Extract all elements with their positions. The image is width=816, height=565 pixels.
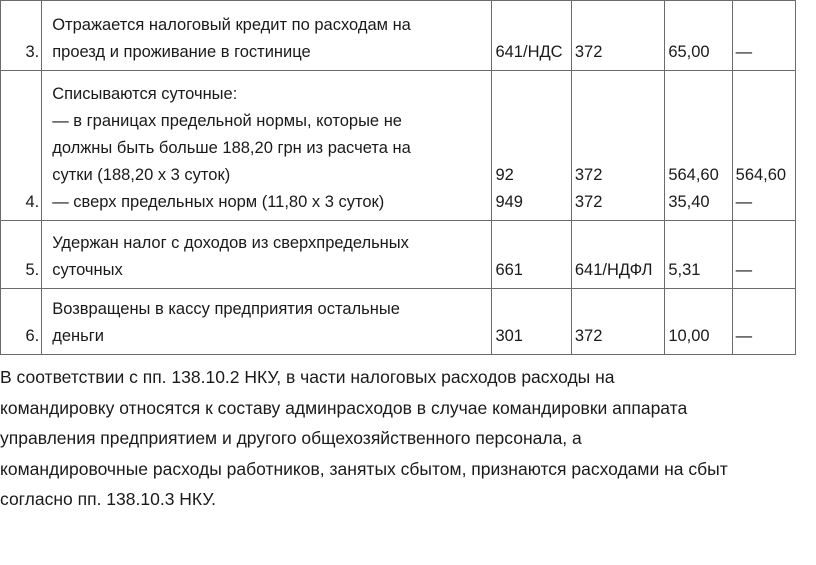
credit-account: 372 — [571, 289, 664, 355]
paragraph-line: командировку относятся к составу админрасходов в случае командировки аппарата — [0, 397, 688, 418]
amount: 564,60 35,40 — [665, 71, 732, 221]
debit-account: 661 — [492, 221, 571, 289]
row-number: 3. — [1, 1, 42, 71]
amount-tax: — — [732, 221, 795, 289]
row-number: 5. — [1, 221, 42, 289]
row-number: 6. — [1, 289, 42, 355]
table-row — [1, 71, 796, 221]
amount-tax: 564,60 — — [732, 71, 795, 221]
operation-description: Списываются суточные: — в границах предельной нормы, которые не должны быть больше 188,20 грн из расчета на сутки (188,20 х 3 суток) — сверх предельных норм (11,80 х 3 суток) — [42, 71, 492, 221]
table-row — [1, 221, 796, 289]
amount: 10,00 — [665, 289, 732, 355]
operation-description: Удержан налог с доходов из сверхпредельных суточных — [42, 221, 492, 289]
operation-description: Возвращены в кассу предприятия остальные деньги — [42, 289, 492, 355]
credit-account: 372 — [571, 1, 664, 71]
table-row — [1, 1, 796, 71]
paragraph-line: управления предприятием и другого общехозяйственного персонала, а — [0, 428, 582, 448]
paragraph-line: согласно пп. 138.10.3 НКУ. — [0, 489, 216, 509]
paragraph-line: командировочные расходы работников, занятых сбытом, признаются расходами на сбыт — [0, 458, 728, 479]
debit-account: 92 949 — [492, 71, 571, 221]
table-row — [1, 289, 796, 355]
amount-tax: — — [732, 1, 795, 71]
debit-account: 301 — [492, 289, 571, 355]
amount: 65,00 — [665, 1, 732, 71]
credit-account: 641/НДФЛ — [571, 221, 664, 289]
body-paragraph — [0, 362, 816, 515]
row-number: 4. — [1, 71, 42, 221]
operation-description: Отражается налоговый кредит по расходам на проезд и проживание в гостинице — [42, 1, 492, 71]
paragraph-line: В соответствии с пп. 138.10.2 НКУ, в части налоговых расходов расходы на — [0, 367, 615, 387]
debit-account: 641/НДС — [492, 1, 571, 71]
credit-account: 372 372 — [571, 71, 664, 221]
amount-tax: — — [732, 289, 795, 355]
amount: 5,31 — [665, 221, 732, 289]
